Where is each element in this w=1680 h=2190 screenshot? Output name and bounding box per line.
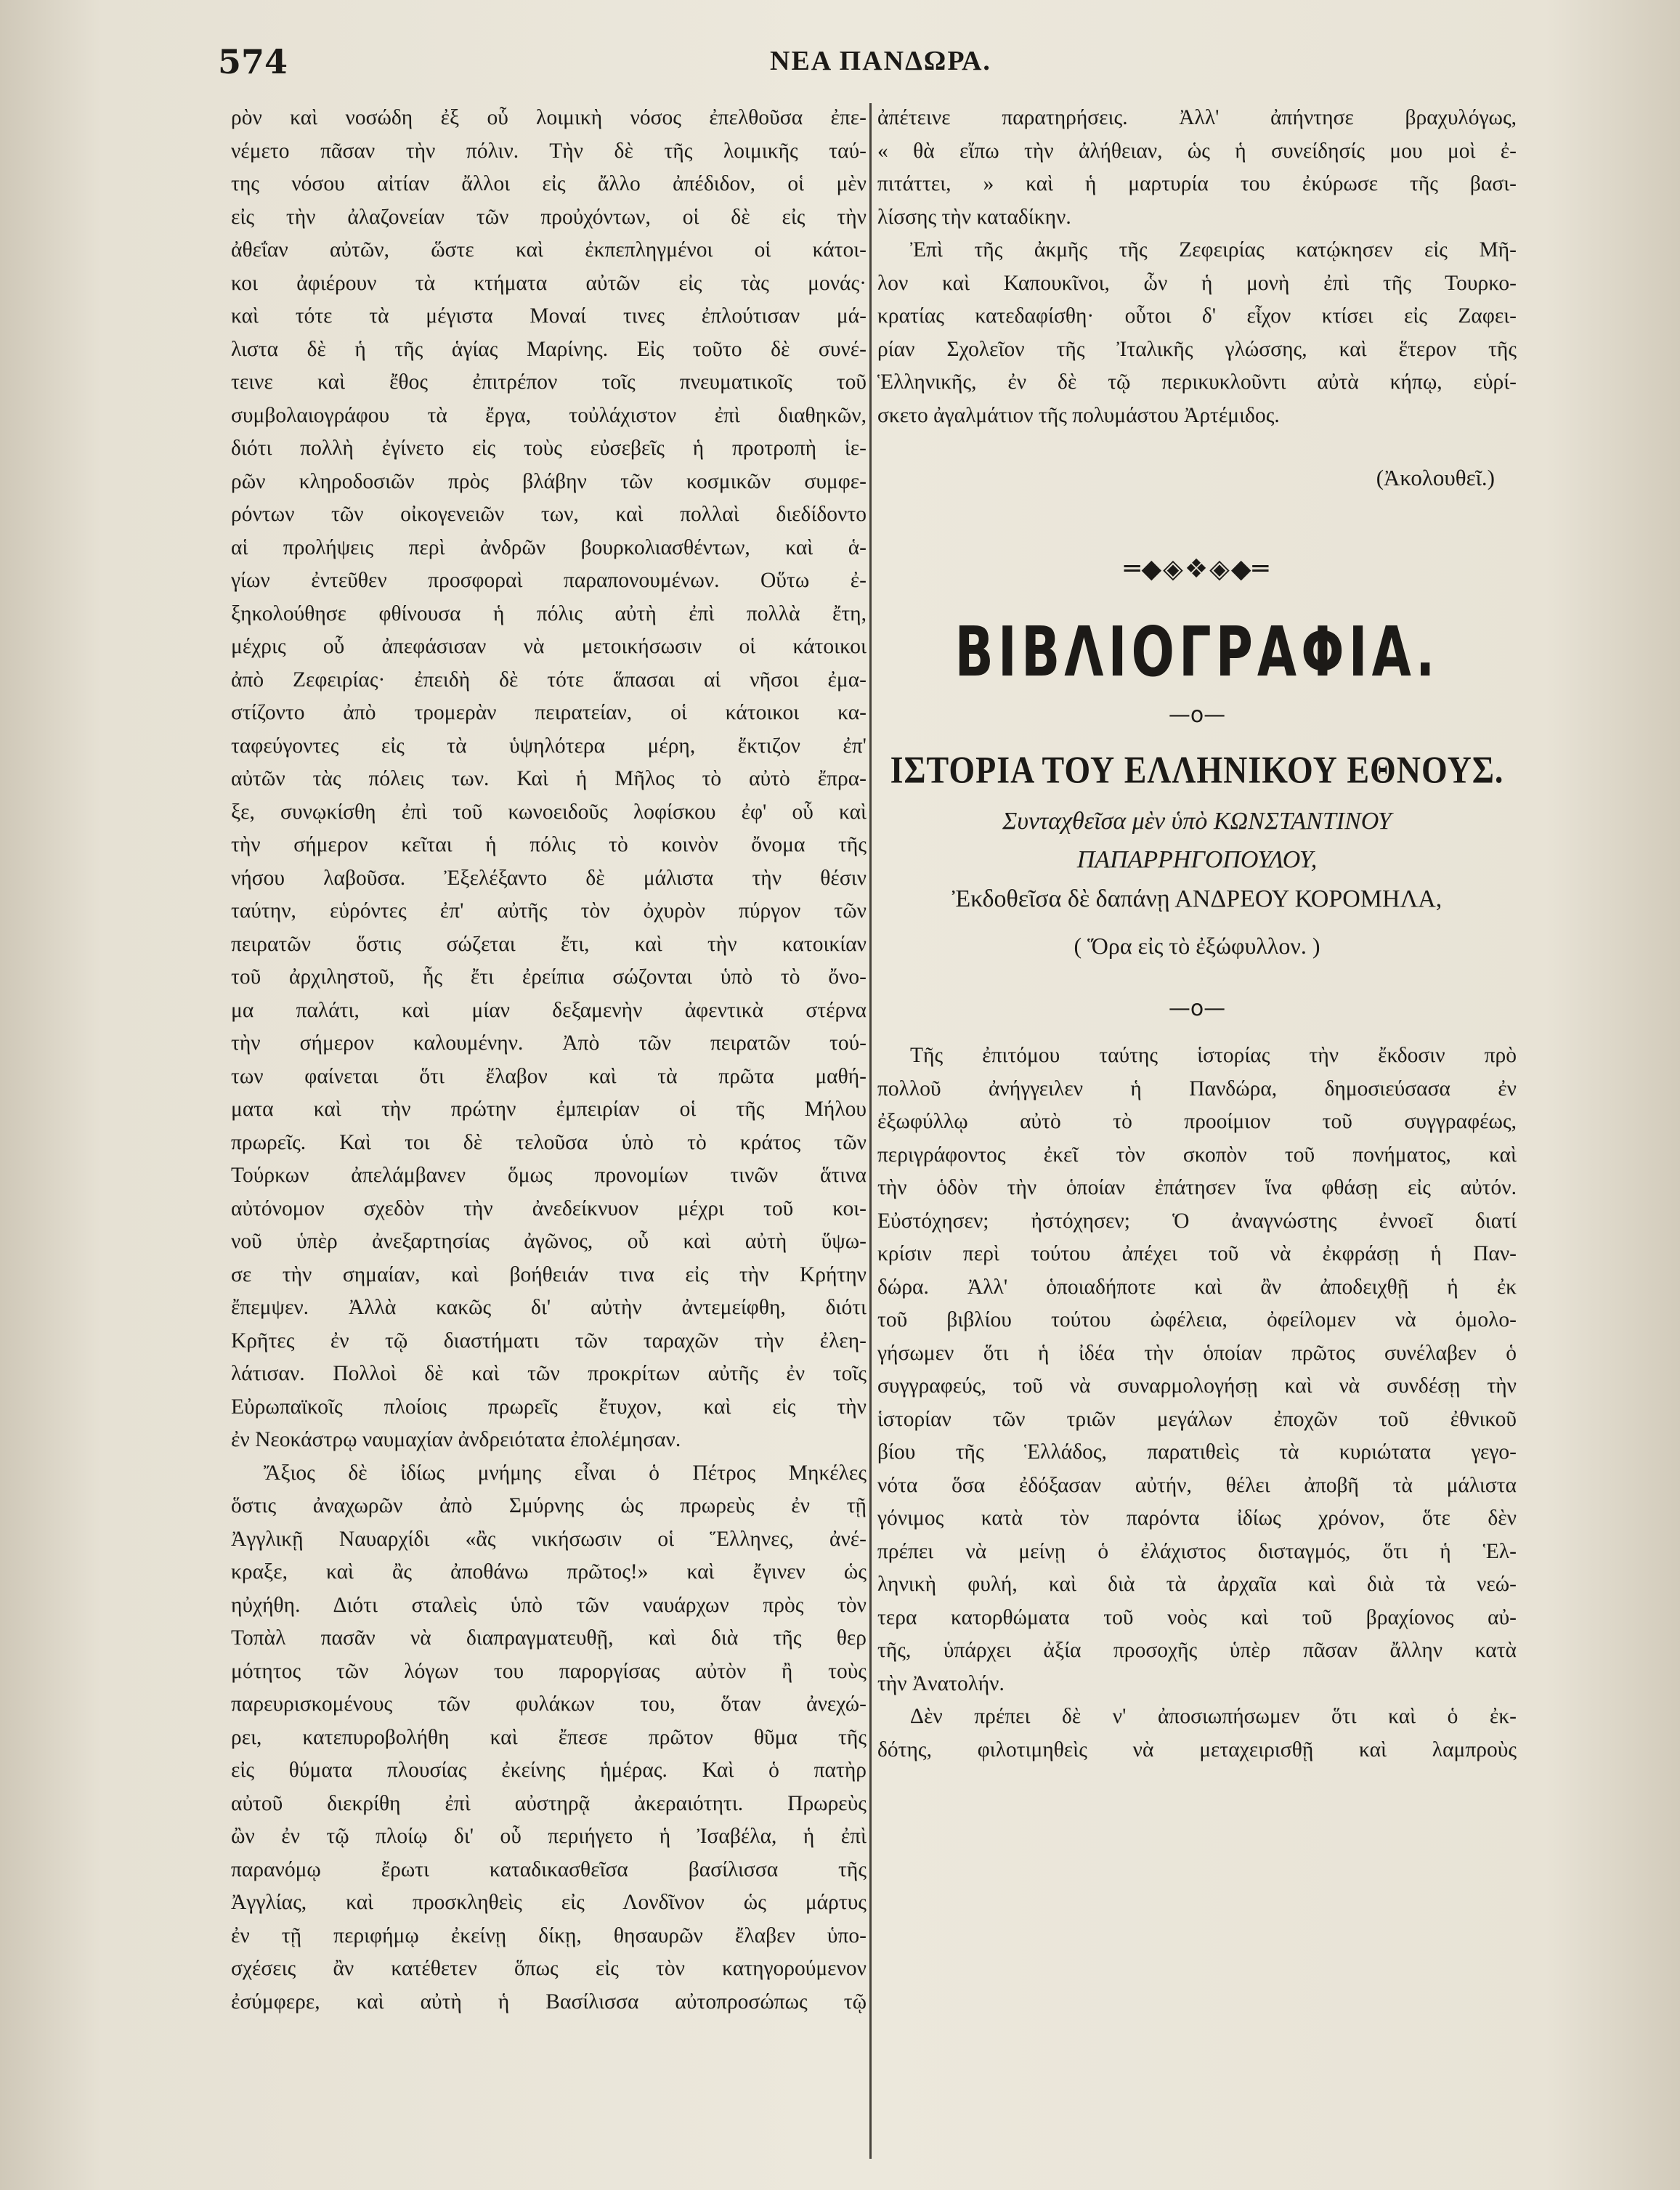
text-line: Ἐπὶ τῆς ἀκμῆς τῆς Ζεφειρίας κατῴκησεν εἰς Μῆ- [910, 238, 1517, 261]
text-line: εἰς τὴν ἀλαζονείαν τῶν προὐχόντων, οἱ δὲ εἰς τὴν [231, 205, 867, 229]
text-line: ἐν τῇ περιφήμῳ ἐκείνῃ δίκῃ, θησαυρῶν ἔλαβεν ὑπο- [231, 1923, 867, 1947]
book-title: ΙΣΤΟΡΙΑ ΤΟΥ ΕΛΛΗΝΙΚΟΥ ΕΘΝΟΥΣ. [890, 748, 1504, 791]
text-line: πρωρεῖς. Καὶ τοι δὲ τελοῦσα ὑπὸ τὸ κράτος τῶν [231, 1130, 867, 1154]
text-line: ὅστις ἀναχωρῶν ἀπὸ Σμύρνης ὡς πρωρεὺς ἐν τῇ [231, 1494, 867, 1517]
small-rule: —o— [1168, 702, 1226, 728]
text-line: συγγραφεύς, τοῦ νὰ συναρμολογήσῃ καὶ νὰ συνδέσῃ τὴν [877, 1374, 1517, 1398]
text-line: ξε, συνῳκίσθη ἐπὶ τοῦ κωνοειδοῦς λοφίσκου ἐφ' οὗ καὶ [231, 800, 867, 824]
continued-note: (Ἀκολουθεῖ.) [1376, 465, 1495, 490]
text-line: ρόντων τῶν οἰκογενειῶν των, καὶ πολλαὶ διεδίδοντο [231, 503, 867, 526]
text-line: νέμετο πᾶσαν τὴν πόλιν. Τὴν δὲ τῆς λοιμικῆς ταύ- [231, 139, 867, 163]
text-line: ταύτην, εὑρόντες ἐπ' αὐτῆς τὸν ὀχυρὸν πύργον τῶν [231, 899, 867, 922]
book-publisher-line: Ἐκδοθεῖσα δὲ δαπάνῃ ΑΝΔΡΕΟΥ ΚΟΡΟΜΗΛΑ, [951, 885, 1442, 912]
right-column-top-text [877, 102, 1517, 432]
text-line: των φαίνεται ὅτι ἔλαβον καὶ τὰ πρῶτα μαθή- [231, 1064, 867, 1088]
right-column-bottom-text [877, 1039, 1517, 1767]
text-line: ταφεύγοντες εἰς τὰ ὑψηλότερα μέρη, ἔκτιζον ἐπ' [231, 734, 867, 758]
left-column [231, 102, 867, 2019]
text-line: νότα ὅσα ἐδόξασαν αὐτήν, θέλει ἀποβῆ τὰ μάλιστα [877, 1473, 1517, 1497]
text-line: λάτισαν. Πολλοὶ δὲ καὶ τῶν προκρίτων αὐτῆς ἐν τοῖς [231, 1362, 867, 1385]
text-line: ἱστορίαν τῶν τριῶν μεγάλων ἐποχῶν τοῦ ἐθνικοῦ [877, 1407, 1517, 1431]
text-line: νήσου λαβοῦσα. Ἐξελέξαντο δὲ μάλιστα τὴν θέσιν [231, 866, 867, 890]
text-line: παρευρισκομένους τῶν φυλάκων του, ὅταν ἀνεχώ- [231, 1692, 867, 1716]
text-line: ἐσύμφερε, καὶ αὐτὴ ἡ Βασίλισσα αὐτοπροσώπως τῷ [231, 1990, 867, 2013]
text-line: ματα καὶ τὴν πρώτην ἐμπειρίαν οἱ τῆς Μήλου [231, 1098, 867, 1121]
text-line: διότι πολλὴ ἐγίνετο εἰς τοὺς εὐσεβεῖς ἡ προτροπὴ ἱε- [231, 437, 867, 460]
text-line: Δὲν πρέπει δὲ ν' ἀποσιωπήσωμεν ὅτι καὶ ὁ ἐκ- [910, 1705, 1517, 1728]
text-line: Εὐστόχησεν; ἠστόχησεν; Ὁ ἀναγνώστης ἐννοεῖ διατί [877, 1209, 1517, 1233]
book-author-line: Συνταχθεῖσα μὲν ὑπὸ ΚΩΝΣΤΑΝΤΙΝΟΥ [1002, 807, 1392, 835]
text-line: κραξε, καὶ ἂς ἀποθάνω πρῶτος!» καὶ ἔγινεν ὡς [231, 1560, 867, 1583]
text-line: τοῦ βιβλίου τούτου ὠφέλεια, ὀφείλομεν νὰ ὁμολο- [877, 1308, 1517, 1331]
text-line: γήσωμεν ὅτι ἡ ἰδέα τὴν ὁποίαν πρῶτος συνέλαβεν ὁ [877, 1341, 1517, 1365]
text-line: λον καὶ Καπουκῖνοι, ὧν ἡ μονὴ ἐπὶ τῆς Τουρκο- [877, 271, 1517, 295]
text-line: ἔπεμψεν. Ἀλλὰ κακῶς δι' αὐτὴν ἀντεμείφθη, διότι [231, 1296, 867, 1319]
book-author-surname: ΠΑΠΑΡΡΗΓΟΠΟΥΛΟΥ, [1076, 846, 1318, 873]
text-line: γίων ἐντεῦθεν προσφοραὶ παραπονουμένων. Οὕτω ἐ- [231, 569, 867, 592]
text-line: τῆς, ὑπάρχει ἀξία προσοχῆς ὑπὲρ πᾶσαν ἄλλην κατὰ [877, 1639, 1517, 1662]
text-line: Τῆς ἐπιτόμου ταύτης ἱστορίας τὴν ἔκδοσιν πρὸ [910, 1044, 1517, 1067]
text-line: τὴν σήμερον κεῖται ἡ πόλις τὸ κοινὸν ὄνομα τῆς [231, 833, 867, 856]
text-line: της νόσου αἰτίαν ἄλλοι εἰς ἄλλο ἀπέδιδον, οἱ μὲν [231, 172, 867, 195]
text-line: ηὐχήθη. Διότι σταλεὶς ὑπὸ τῶν ναυάρχων πρὸς τὸν [231, 1593, 867, 1617]
text-line: νοῦ ὑπὲρ ἀνεξαρτησίας ἀγῶνος, οὗ καὶ αὐτὴ ὕψω- [231, 1230, 867, 1253]
text-line: « θὰ εἴπω τὴν ἀλήθειαν, ὡς ἡ συνείδησίς μου μοὶ ἐ- [877, 139, 1517, 163]
text-line: κρίσιν περὶ τούτου ἀπέχει τοῦ νὰ ἐκφράσῃ ἡ Παν- [877, 1242, 1517, 1265]
text-line: μότητος τῶν λόγων του παροργίσας αὐτὸν ἢ τοὺς [231, 1659, 867, 1683]
text-line: γόνιμος κατὰ τὸν παρόντα ἰδίως χρόνον, ὅτε δὲν [877, 1506, 1517, 1530]
text-line: τερα κατορθώματα τοῦ νοὸς καὶ τοῦ βραχίονος αὐ- [877, 1605, 1517, 1629]
text-line: σε τὴν σημαίαν, καὶ βοήθειάν τινα εἰς τὴν Κρήτην [231, 1262, 867, 1286]
text-line: ρὸν καὶ νοσώδη ἐξ οὗ λοιμικὴ νόσος ἐπελθοῦσα ἐπε- [231, 106, 867, 129]
text-line: πρέπει νὰ μείνῃ ὁ ἐλάχιστος δισταγμός, ὅτι ἡ Ἑλ- [877, 1539, 1517, 1563]
text-line: ἀθεΐαν αὐτῶν, ὥστε καὶ ἐκπεπληγμένοι οἱ κάτοι- [231, 238, 867, 261]
text-line: ἐξωφύλλῳ αὐτὸ τὸ προοίμιον τοῦ συγγραφέως, [877, 1110, 1517, 1133]
text-line: ξηκολούθησε φθίνουσα ἡ πόλις αὐτὴ ἐπὶ πολλὰ ἔτη, [231, 601, 867, 625]
text-line: συμβολαιογράφου τὰ ἔργα, τοὐλάχιστον ἐπὶ διαθηκῶν, [231, 403, 867, 427]
text-line: ἀπὸ Ζεφειρίας· ἐπειδὴ δὲ τότε ἅπασαι αἱ νῆσοι ἐμα- [231, 668, 867, 692]
text-line: πολλοῦ ἀνήγγειλεν ἡ Πανδώρα, δημοσιεύσασα ἐν [877, 1076, 1517, 1100]
text-line: βίου τῆς Ἑλλάδος, παρατιθεὶς τὰ κυριώτατα γεγο- [877, 1440, 1517, 1464]
text-line: ὢν ἐν τῷ πλοίῳ δι' οὗ περιήγετο ἡ Ἰσαβέλα, ἡ ἐπὶ [231, 1825, 867, 1848]
text-line: τοῦ ἀρχιληστοῦ, ἧς ἔτι ἐρείπια σώζονται ὑπὸ τὸ ὄνο- [231, 965, 867, 989]
text-line: λιστα δὲ ἡ τῆς ἁγίας Μαρίνης. Εἰς τοῦτο δὲ συνέ- [231, 337, 867, 361]
text-line: τὴν σήμερον καλουμένην. Ἀπὸ τῶν πειρατῶν τού- [231, 1031, 867, 1055]
book-note: ( Ὅρα εἰς τὸ ἐξώφυλλον. ) [1074, 933, 1320, 959]
text-line: δώρα. Ἀλλ' ὁποιαδήποτε καὶ ἂν ἀποδειχθῇ ἡ ἐκ [877, 1275, 1517, 1299]
right-column [877, 102, 1517, 1767]
page-number: 574 [218, 42, 288, 81]
text-line: Ἀγγλίας, καὶ προσκληθεὶς εἰς Λονδῖνον ὡς μάρτυς [231, 1891, 867, 1914]
text-line: ρίαν Σχολεῖον τῆς Ἰταλικῆς γλώσσης, καὶ ἕτερον τῆς [877, 337, 1517, 361]
text-line: περιγράφοντος ἐκεῖ τὸν σκοπὸν τοῦ πονήματος, καὶ [877, 1143, 1517, 1167]
running-title: ΝΕΑ ΠΑΝΔΩΡΑ. [770, 46, 991, 76]
text-line: ἐν Νεοκάστρῳ ναυμαχίαν ἀνδρειότατα ἐπολέμησαν. [231, 1428, 681, 1451]
small-rule-2: —o— [1168, 995, 1226, 1021]
text-line: ἀπέτεινε παρατηρήσεις. Ἀλλ' ἀπήντησε βραχυλόγως, [877, 106, 1517, 129]
text-line: εἰς θύματα πλουσίας ἐκείνης ἡμέρας. Καὶ ὁ πατὴρ [231, 1759, 867, 1782]
text-line: στίζοντο ἀπὸ τρομερὰν πειρατείαν, οἱ κάτοικοι κα- [231, 701, 867, 724]
text-line: σκετο ἀγαλμάτιον τῆς πολυμάστου Ἀρτέμιδος. [877, 403, 1280, 427]
text-line: δότης, φιλοτιμηθεὶς νὰ μεταχειρισθῇ καὶ λαμπροὺς [877, 1737, 1517, 1761]
text-line: κρατίας κατεδαφίσθη· οὗτοι δ' εἶχον κτίσει εἰς Ζαφει- [877, 304, 1517, 328]
text-line: Ἀγγλικῇ Ναυαρχίδι «ἂς νικήσωσιν οἱ Ἕλληνες, ἀνέ- [231, 1527, 867, 1551]
text-line: πειρατῶν ὅστις σώζεται ἔτι, καὶ τὴν κατοικίαν [231, 932, 867, 956]
text-line: αἱ προλήψεις περὶ ἀνδρῶν βουρκολιασθέντων, καὶ ἁ- [231, 535, 867, 559]
text-line: ρῶν κληροδοσιῶν πρὸς βλάβην τῶν κοσμικῶν συμφε- [231, 469, 867, 493]
text-line: αὐτῶν τὰς πόλεις των. Καὶ ἡ Μῆλος τὸ αὐτὸ ἔπρα- [231, 767, 867, 790]
text-line: Ἄξιος δὲ ἰδίως μνήμης εἶναι ὁ Πέτρος Μηκέλες [264, 1461, 867, 1485]
text-line: τὴν Ἀνατολήν. [877, 1671, 1005, 1695]
text-line: Ἑλληνικῆς, ἐν δὲ τῷ περικυκλοῦντι αὐτὰ κήπῳ, εὑρί- [877, 370, 1517, 394]
text-line: σχέσεις ἂν κατέθετεν ὅπως εἰς τὸν κατηγορούμενον [231, 1957, 867, 1980]
section-title: ΒΙΒΛΙΟΓΡΑΦΙΑ. [954, 612, 1440, 693]
text-line: πιτάττει, » καὶ ἡ μαρτυρία του ἐκύρωσε τῆς βασι- [877, 172, 1517, 195]
text-line: Εὐρωπαϊκοῖς πλοίοις πρωρεῖς ἔτυχον, καὶ εἰς τὴν [231, 1395, 867, 1419]
text-line: τὴν ὁδὸν τὴν ὁποίαν ἐπάτησεν ἵνα φθάσῃ εἰς αὐτόν. [877, 1176, 1517, 1199]
page-header [218, 42, 1598, 86]
text-line: μέχρις οὗ ἀπεφάσισαν νὰ μετοικήσωσιν οἱ κάτοικοι [231, 635, 867, 658]
text-line: καὶ τότε τὰ μέγιστα Μοναί τινες ἐπλούτισαν μά- [231, 304, 867, 328]
text-line: Κρῆτες ἐν τῷ διαστήματι τῶν ταραχῶν τὴν ἐλεη- [231, 1329, 867, 1352]
text-line: αὐτόνομον σχεδὸν τὴν ἀνεδείκνυον μέχρι τοῦ κοι- [231, 1196, 867, 1220]
text-line: τεινε καὶ ἔθος ἐπιτρέπον τοῖς πνευματικοῖς τοῦ [231, 370, 867, 394]
text-line: ληνικὴ φυλή, καὶ διὰ τὰ ἀρχαῖα καὶ διὰ τὰ νεώ- [877, 1573, 1517, 1596]
text-line: μα παλάτι, καὶ μίαν δεξαμενὴν ἀφεντικὰ στέρνα [231, 998, 867, 1022]
text-line: Τοπὰλ πασᾶν νὰ διαπραγματευθῇ, καὶ διὰ τῆς θερ [231, 1626, 867, 1650]
text-line: αὐτοῦ διεκρίθη ἐπὶ αὐστηρᾷ ἀκεραιότητι. Πρωρεὺς [231, 1791, 867, 1815]
text-line: κοι ἀφιέρουν τὰ κτήματα αὐτῶν εἰς τὰς μονάς· [231, 271, 867, 295]
ornament-divider: ═◆◈❖◈◆═ [1124, 553, 1270, 584]
column-divider [869, 103, 872, 2159]
text-line: λίσσης τὴν καταδίκην. [877, 205, 1071, 229]
text-line: παρανόμῳ ἔρωτι καταδικασθεῖσα βασίλισσα τῆς [231, 1857, 867, 1881]
text-line: Τούρκων ἀπελάμβανεν ὅμως προνομίων τινῶν ἅτινα [231, 1164, 867, 1187]
text-line: ρει, κατεπυροβολήθη καὶ ἔπεσε πρῶτον θῦμα τῆς [231, 1725, 867, 1749]
